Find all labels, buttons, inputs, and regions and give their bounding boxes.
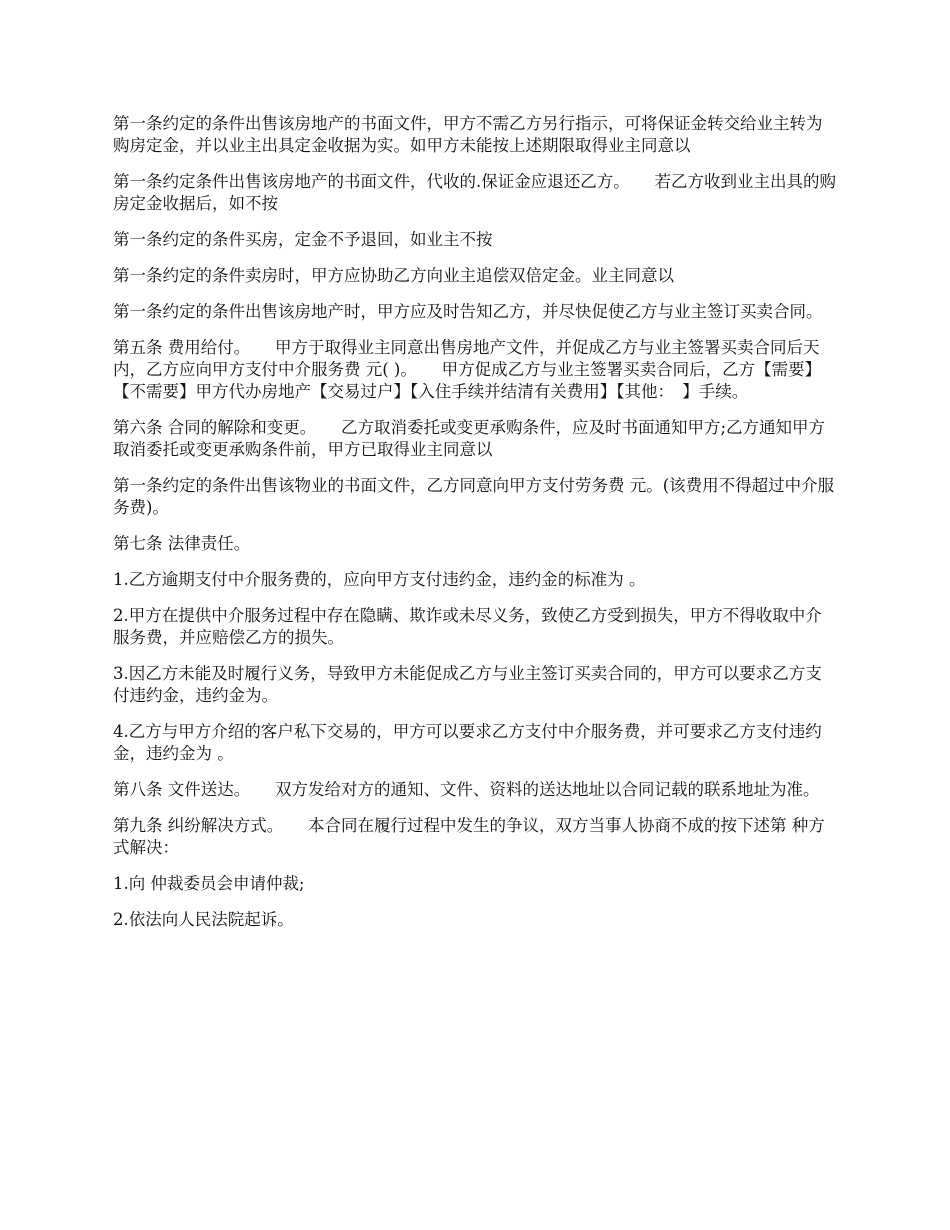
paragraph-deposit-refund: 第一条约定条件出售该房地产的书面文件，代收的.保证金应退还乙方。 若乙方收到业主出具的购房定金收据后，如不按	[113, 172, 836, 213]
document-body	[113, 113, 838, 945]
paragraph-liability-3: 3.因乙方未能及时履行义务，导致甲方未能促成乙方与业主签订买卖合同的，甲方可以要求乙方支付违约金，违约金为。	[113, 664, 822, 705]
paragraph-article-6-termination: 第六条 合同的解除和变更。 乙方取消委托或变更承购条件，应及时书面通知甲方;乙方通知甲方取消委托或变更承购条件前，甲方已取得业主同意以	[113, 418, 826, 459]
paragraph-deposit-no-refund: 第一条约定的条件买房，定金不予退回，如业主不按	[113, 230, 493, 249]
paragraph-article-8-delivery: 第八条 文件送达。 双方发给对方的通知、文件、资料的送达地址以合同记载的联系地址为准。	[113, 780, 820, 799]
paragraph-deposit-transfer: 第一条约定的条件出售该房地产的书面文件，甲方不需乙方另行指示，可将保证金转交给业主转为购房定金，并以业主出具定金收据为实。如甲方未能按上述期限取得业主同意以	[113, 114, 823, 155]
paragraph-notify-sign: 第一条约定的条件出售该房地产时，甲方应及时告知乙方，并尽快促使乙方与业主签订买卖合同。	[113, 302, 823, 321]
paragraph-dispute-option-1: 1.向 仲裁委员会申请仲裁;	[113, 874, 305, 893]
paragraph-article-9-dispute: 第九条 纠纷解决方式。 本合同在履行过程中发生的争议，双方当事人协商不成的按下述第 种方式解决：	[113, 816, 825, 857]
paragraph-liability-2: 2.甲方在提供中介服务过程中存在隐瞒、欺诈或未尽义务，致使乙方受到损失，甲方不得收取中介服务费，并应赔偿乙方的损失。	[113, 606, 822, 647]
paragraph-article-5-fees: 第五条 费用给付。 甲方于取得业主同意出售房地产文件，并促成乙方与业主签署买卖合同后天内，乙方应向甲方支付中介服务费 元( )。 甲方促成乙方与业主签署买卖合同后，乙方【需要】【不需要】甲方代办房地产【交易过户】【入住手续并结清有关费用】【其他： 】手续。	[113, 338, 822, 401]
paragraph-liability-4: 4.乙方与甲方介绍的客户私下交易的，甲方可以要求乙方支付中介服务费，并可要求乙方支付违约金，违约金为 。	[113, 722, 822, 763]
paragraph-double-deposit: 第一条约定的条件卖房时，甲方应协助乙方向业主追偿双倍定金。业主同意以	[113, 266, 674, 285]
paragraph-dispute-option-2: 2.依法向人民法院起诉。	[113, 910, 294, 929]
paragraph-labor-fee: 第一条约定的条件出售该物业的书面文件，乙方同意向甲方支付劳务费 元。(该费用不得超过中介服务费)。	[113, 476, 835, 517]
paragraph-article-7-heading: 第七条 法律责任。	[113, 534, 251, 553]
paragraph-liability-1: 1.乙方逾期支付中介服务费的，应向甲方支付违约金，违约金的标准为 。	[113, 570, 646, 589]
